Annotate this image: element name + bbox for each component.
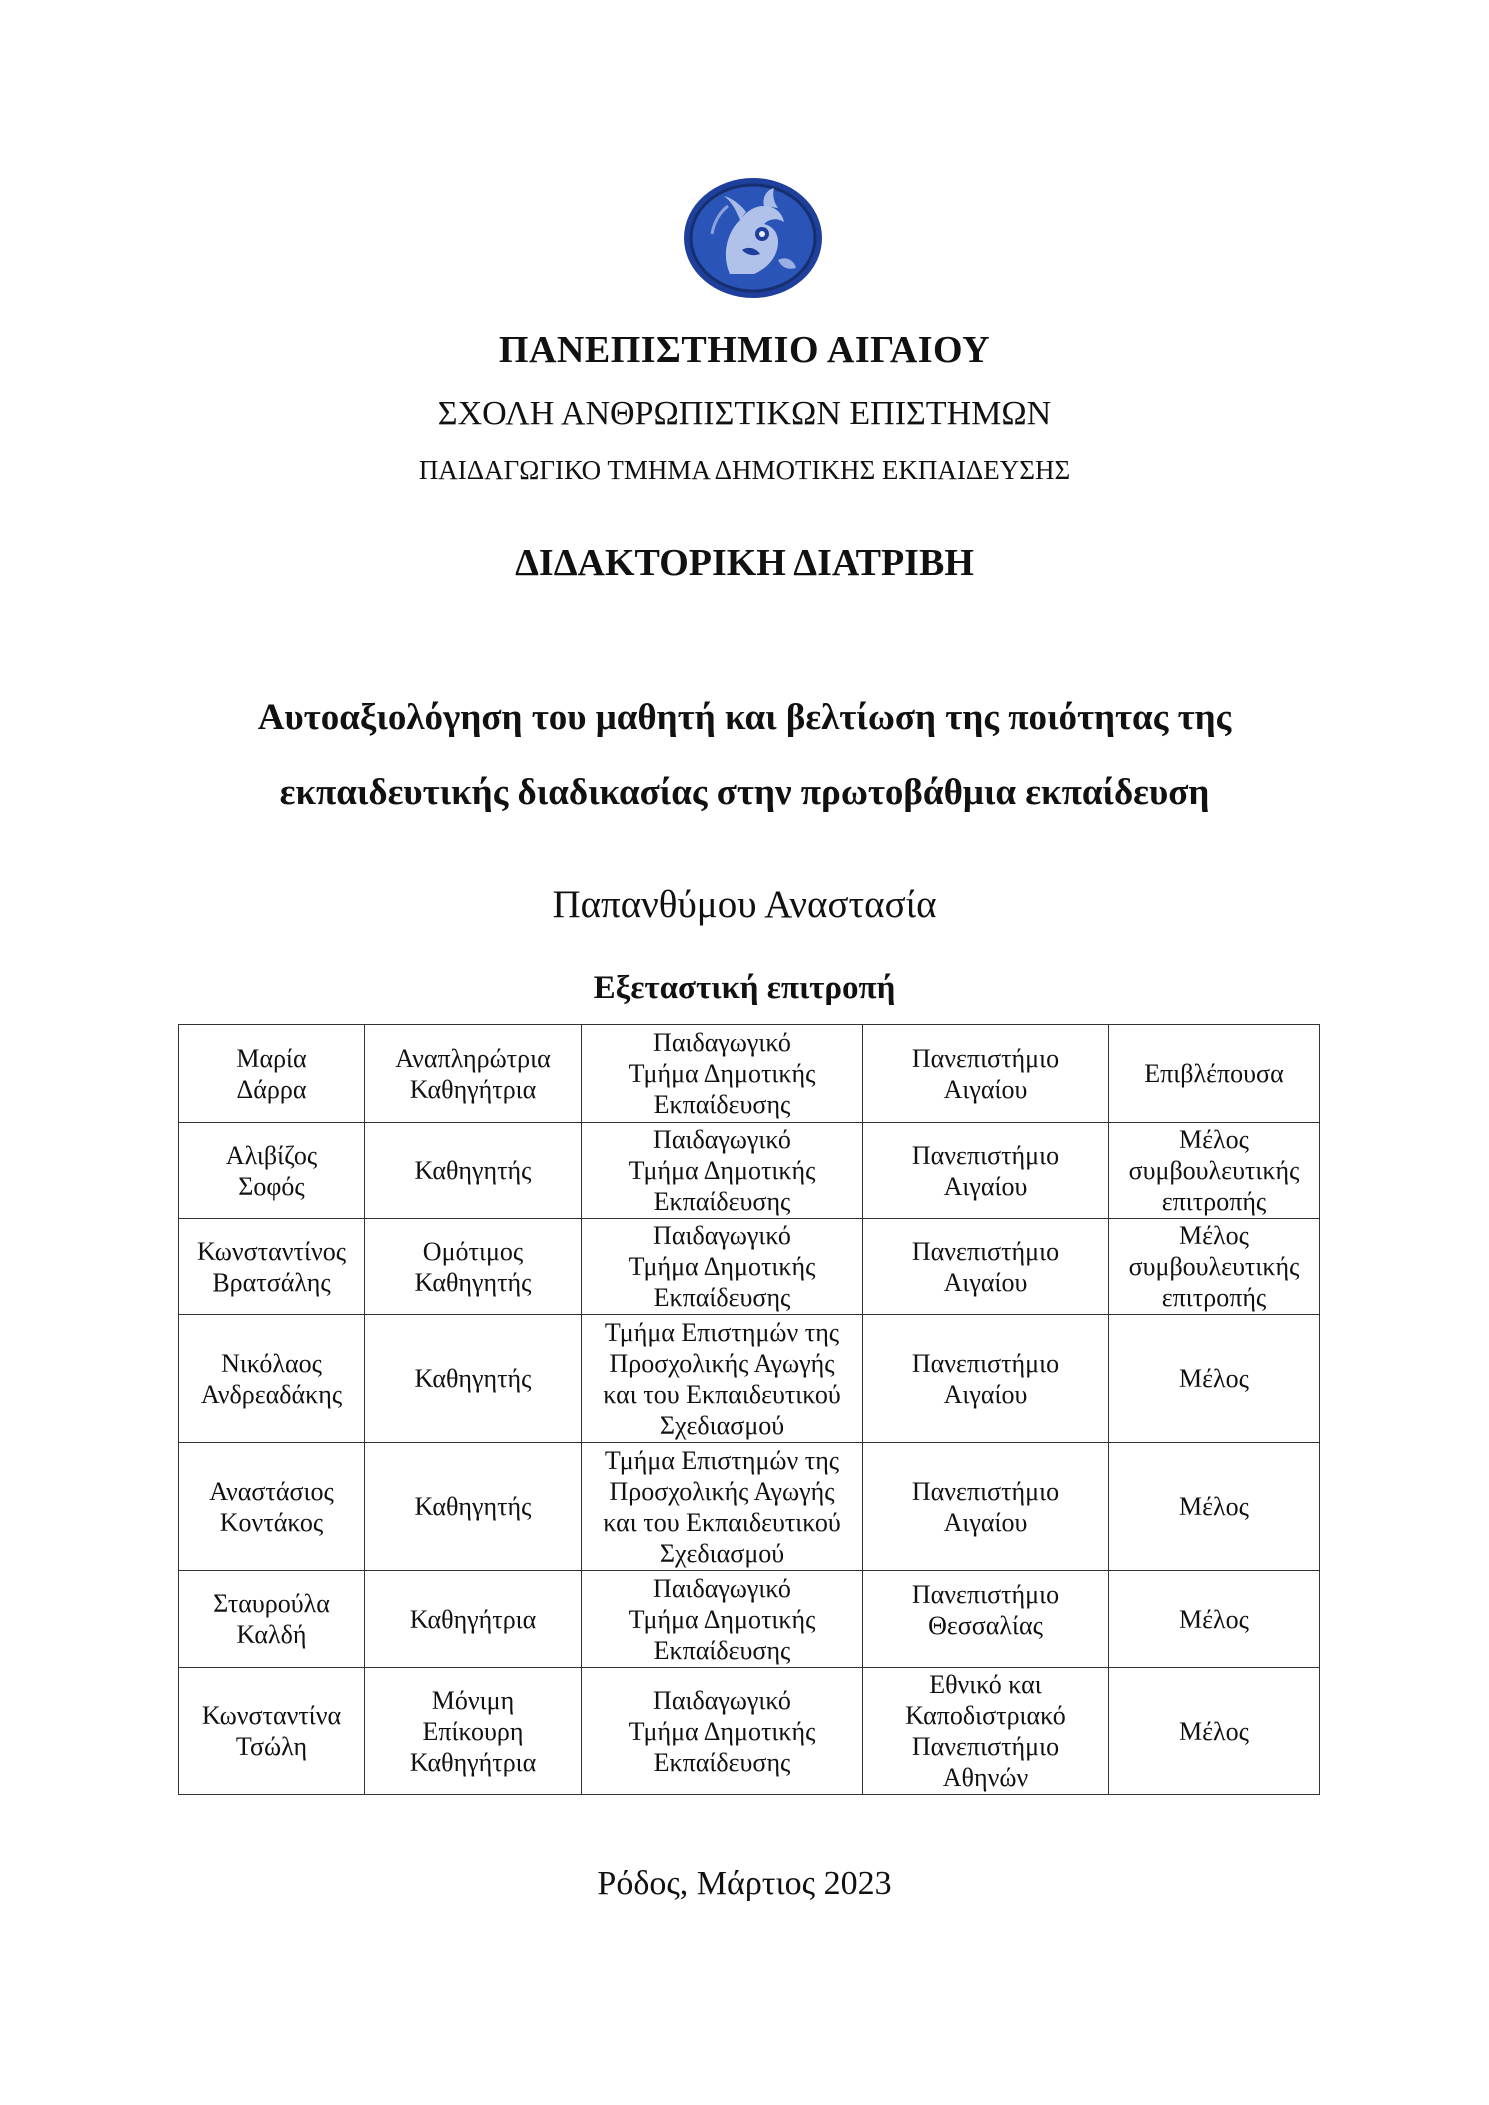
university-seal-icon: [682, 176, 824, 300]
member-department: Παιδαγωγικό Τμήμα Δημοτικής Εκπαίδευσης: [582, 1123, 863, 1219]
member-institution: Εθνικό και Καποδιστριακό Πανεπιστήμιο Αθηνών: [863, 1668, 1109, 1795]
member-department: Παιδαγωγικό Τμήμα Δημοτικής Εκπαίδευσης: [582, 1219, 863, 1315]
member-role: Μέλος: [1109, 1315, 1320, 1443]
member-role: Μέλος συμβουλευτικής επιτροπής: [1109, 1123, 1320, 1219]
table-row: [179, 1571, 1320, 1668]
member-department: Παιδαγωγικό Τμήμα Δημοτικής Εκπαίδευσης: [582, 1668, 863, 1795]
thesis-title-line-1: Αυτοαξιολόγηση του μαθητή και βελτίωση της ποιότητας της: [257, 697, 1232, 738]
table-row: [179, 1443, 1320, 1571]
member-institution: Πανεπιστήμιο Αιγαίου: [863, 1123, 1109, 1219]
member-name: Σταυρούλα Καλδή: [179, 1571, 365, 1668]
university-name: ΠΑΝΕΠΙΣΤΗΜΙΟ ΑΙΓΑΙΟΥ: [498, 329, 991, 371]
member-role: Μέλος συμβουλευτικής επιτροπής: [1109, 1219, 1320, 1315]
member-name: Μαρία Δάρρα: [179, 1025, 365, 1123]
member-name: Αναστάσιος Κοντάκος: [179, 1443, 365, 1571]
table-row: [179, 1315, 1320, 1443]
table-row: [179, 1025, 1320, 1123]
committee-heading: Εξεταστική επιτροπή: [593, 970, 896, 1006]
author-name: Παπανθύμου Αναστασία: [552, 883, 937, 926]
table-row: [179, 1123, 1320, 1219]
member-role: Μέλος: [1109, 1443, 1320, 1571]
member-department: Παιδαγωγικό Τμήμα Δημοτικής Εκπαίδευσης: [582, 1571, 863, 1668]
member-institution: Πανεπιστήμιο Θεσσαλίας: [863, 1571, 1109, 1668]
member-role: Μέλος: [1109, 1668, 1320, 1795]
table-row: [179, 1219, 1320, 1315]
committee-table: [178, 1024, 1320, 1795]
member-rank: Καθηγητής: [365, 1443, 582, 1571]
member-rank: Καθηγητής: [365, 1315, 582, 1443]
department-name: ΠΑΙΔΑΓΩΓΙΚΟ ΤΜΗΜΑ ΔΗΜΟΤΙΚΗΣ ΕΚΠΑΙΔΕΥΣΗΣ: [418, 455, 1071, 485]
member-department: Τμήμα Επιστημών της Προσχολικής Αγωγής και του Εκπαιδευτικού Σχεδιασμού: [582, 1315, 863, 1443]
member-role: Μέλος: [1109, 1571, 1320, 1668]
member-department: Παιδαγωγικό Τμήμα Δημοτικής Εκπαίδευσης: [582, 1025, 863, 1123]
member-rank: Ομότιμος Καθηγητής: [365, 1219, 582, 1315]
member-institution: Πανεπιστήμιο Αιγαίου: [863, 1315, 1109, 1443]
member-rank: Μόνιμη Επίκουρη Καθηγήτρια: [365, 1668, 582, 1795]
member-name: Κωνσταντίνα Τσώλη: [179, 1668, 365, 1795]
member-institution: Πανεπιστήμιο Αιγαίου: [863, 1025, 1109, 1123]
member-rank: Αναπληρώτρια Καθηγήτρια: [365, 1025, 582, 1123]
member-role: Επιβλέπουσα: [1109, 1025, 1320, 1123]
member-department: Τμήμα Επιστημών της Προσχολικής Αγωγής και του Εκπαιδευτικού Σχεδιασμού: [582, 1443, 863, 1571]
thesis-title: [0, 680, 1489, 830]
member-name: Αλιβίζος Σοφός: [179, 1123, 365, 1219]
member-name: Νικόλαος Ανδρεαδάκης: [179, 1315, 365, 1443]
thesis-title-line-2: εκπαιδευτικής διαδικασίας στην πρωτοβάθμια εκπαίδευση: [279, 772, 1210, 813]
member-name: Κωνσταντίνος Βρατσάλης: [179, 1219, 365, 1315]
member-rank: Καθηγήτρια: [365, 1571, 582, 1668]
thesis-type: ΔΙΔΑΚΤΟΡΙΚΗ ΔΙΑΤΡΙΒΗ: [515, 542, 974, 584]
school-name: ΣΧΟΛΗ ΑΝΘΡΩΠΙΣΤΙΚΩΝ ΕΠΙΣΤΗΜΩΝ: [437, 395, 1052, 432]
place-date: Ρόδος, Μάρτιος 2023: [597, 1865, 892, 1902]
member-institution: Πανεπιστήμιο Αιγαίου: [863, 1443, 1109, 1571]
member-rank: Καθηγητής: [365, 1123, 582, 1219]
member-institution: Πανεπιστήμιο Αιγαίου: [863, 1219, 1109, 1315]
table-row: [179, 1668, 1320, 1795]
